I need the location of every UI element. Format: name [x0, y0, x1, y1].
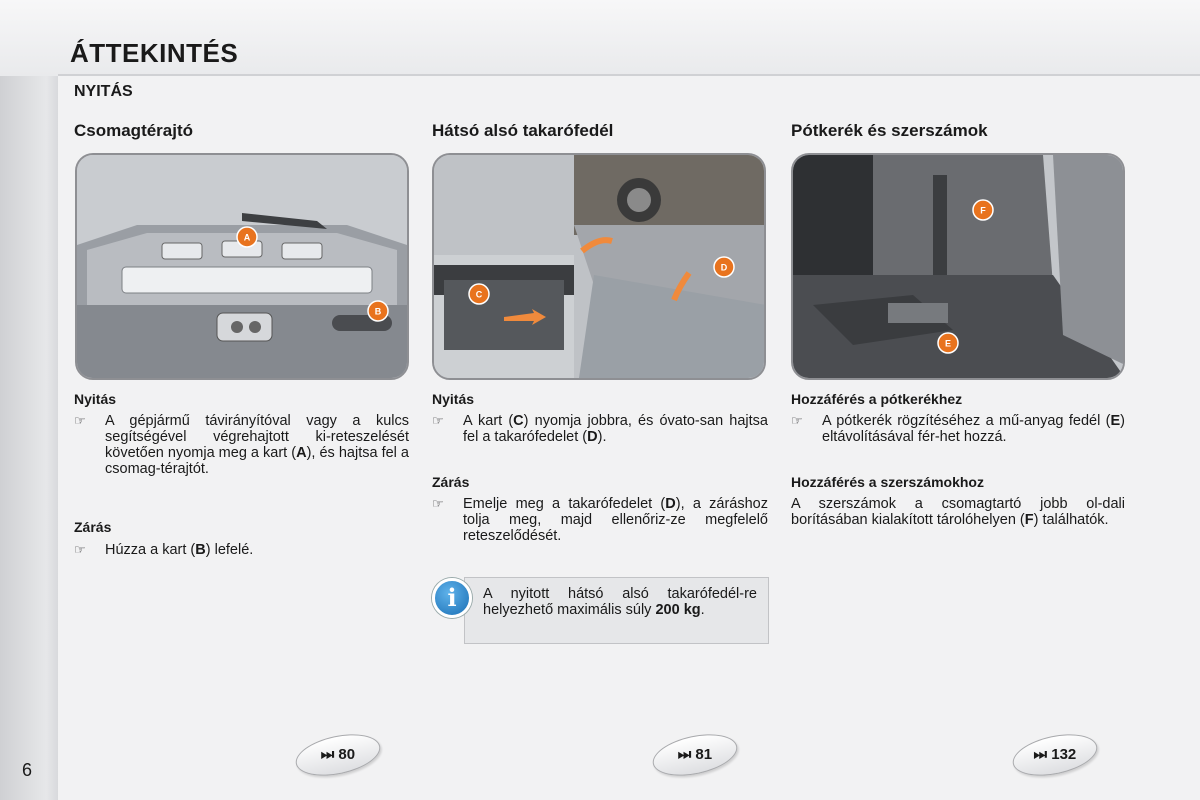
col1-open-text: A gépjármű távirányítóval vagy a kulcs segítségével végrehajtott ki-reteszelését követően nyomja meg a kart (A), és hajtsa fel a csomag-térajtót.: [105, 413, 409, 477]
column-title-tailgate: Csomagtérajtó: [74, 121, 194, 140]
col2-close-text: Emelje meg a takarófedelet (D), a záráshoz tolja meg, majd ellenőriz-ze megfelelő reteszelődését.: [463, 496, 768, 544]
label-c: C: [475, 289, 483, 300]
lower-cover-photo: [432, 153, 766, 380]
label-a: A: [243, 232, 251, 243]
col2-open-text: A kart (C) nyomja jobbra, és óvato-san hajtsa fel a takarófedelet (D).: [463, 413, 768, 445]
page-ref-80[interactable]: [292, 727, 384, 782]
col3-tools-heading: Hozzáférés a szerszámokhoz: [791, 474, 984, 490]
col2-open-heading: Nyitás: [432, 391, 475, 407]
page-number: 6: [22, 760, 33, 780]
page-ref-number: 80: [338, 746, 356, 764]
section-title: NYITÁS: [74, 83, 133, 100]
col2-close-item: [432, 496, 768, 544]
pointing-hand-icon: ☞: [74, 413, 86, 428]
pointing-hand-icon: ☞: [432, 496, 444, 511]
col2-open-item: [432, 413, 768, 445]
column-title-lower-cover: Hátsó alsó takarófedél: [432, 121, 614, 140]
info-icon: i: [432, 578, 472, 618]
pointing-hand-icon: ☞: [791, 413, 803, 428]
label-f: F: [980, 205, 986, 216]
page-ref-number: 81: [695, 746, 713, 764]
col2-close-heading: Zárás: [432, 474, 470, 490]
col3-spare-text: A pótkerék rögzítéséhez a mű-anyag fedél (E) eltávolításával fér-het hozzá.: [822, 413, 1125, 445]
fast-forward-icon: ⏭: [677, 746, 692, 764]
fast-forward-icon: ⏭: [320, 746, 335, 764]
page-ref-132[interactable]: [1009, 727, 1101, 782]
col3-spare-heading: Hozzáférés a pótkerékhez: [791, 391, 963, 407]
col1-close-heading: Zárás: [74, 519, 112, 535]
col3-tools-text: A szerszámok a csomagtartó jobb ol-dali borításában kialakított tárolóhelyen (F) találhatók.: [791, 496, 1125, 528]
col1-open-heading: Nyitás: [74, 391, 117, 407]
column-title-spare-wheel: Pótkerék és szerszámok: [791, 121, 988, 140]
pointing-hand-icon: ☞: [432, 413, 444, 428]
col1-close-item: [74, 542, 409, 558]
label-b: B: [374, 306, 382, 317]
tailgate-photo: [75, 153, 409, 380]
label-e: E: [944, 338, 952, 349]
page-ref-81[interactable]: [649, 727, 741, 782]
info-text: A nyitott hátsó alsó takarófedél-re helyezhető maximális súly 200 kg.: [483, 586, 757, 618]
page-margin-bar: [0, 0, 58, 800]
label-d: D: [720, 262, 728, 273]
page-title: ÁTTEKINTÉS: [70, 38, 239, 68]
col3-spare-item: [791, 413, 1125, 445]
spare-wheel-photo: [791, 153, 1125, 380]
fast-forward-icon: ⏭: [1033, 746, 1048, 764]
col1-open-item: [74, 413, 409, 477]
page-ref-number: 132: [1051, 746, 1077, 764]
col1-close-text: Húzza a kart (B) lefelé.: [105, 542, 254, 558]
info-box: [464, 577, 769, 644]
pointing-hand-icon: ☞: [74, 542, 86, 557]
